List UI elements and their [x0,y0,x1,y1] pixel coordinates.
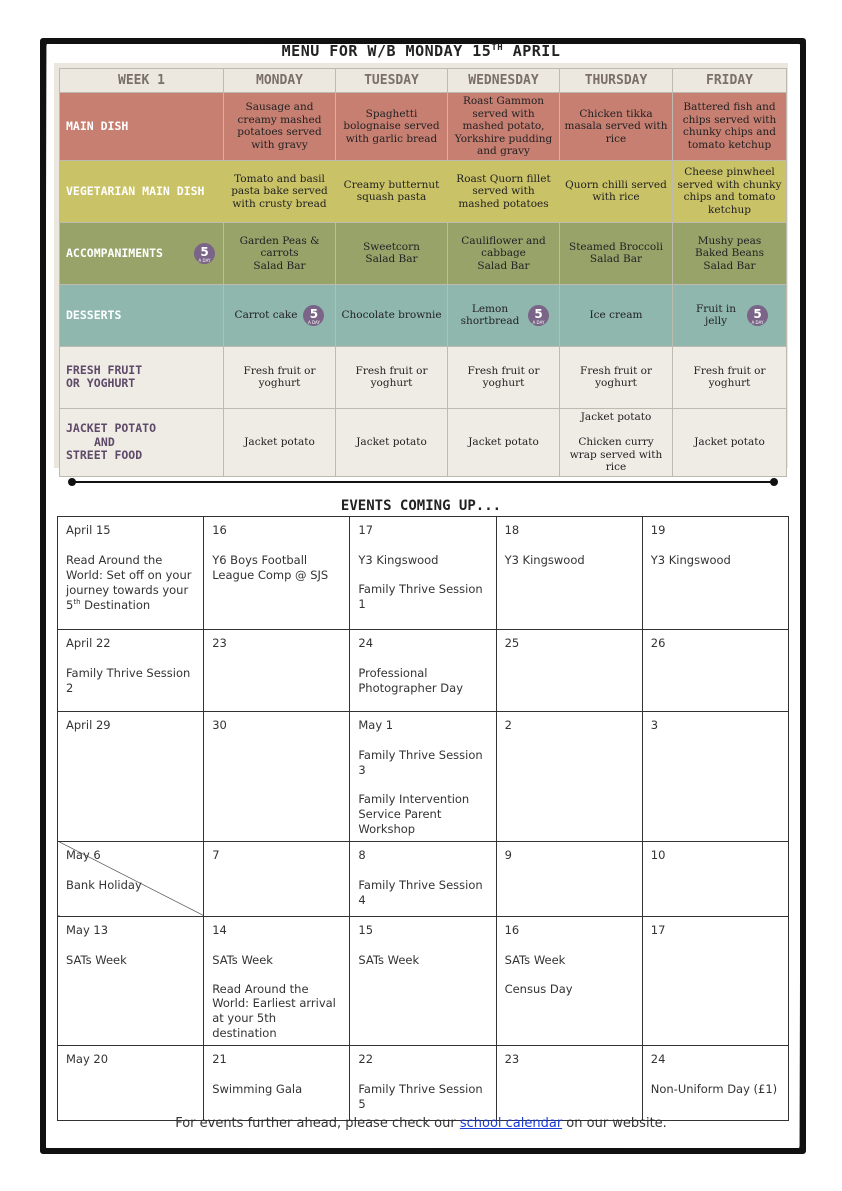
calendar-date: May 1 [358,718,394,732]
calendar-event: SATs Week [212,952,273,967]
menu-cell: Jacket potato [336,408,448,476]
calendar-day-cell [642,1046,788,1121]
calendar-day-cell [642,841,788,916]
calendar-date: 30 [212,718,227,732]
calendar-event: SATs Week [358,952,420,967]
calendar-date: April 22 [66,636,111,650]
calendar-date: April 29 [66,718,111,732]
calendar-date: 17 [650,922,666,937]
calendar-day-cell [350,712,496,842]
calendar-event: Family Thrive Session 3 [358,747,483,777]
calendar-day-cell [350,630,496,712]
menu-cell: Fresh fruit or yoghurt [336,346,448,408]
events-title: EVENTS COMING UP... [340,498,502,514]
menu-cell: Jacket potato [673,408,787,476]
calendar-date: 19 [650,523,666,537]
menu-cell: Battered fish and chips served with chunky chips and tomato ketchup [673,93,787,161]
calendar-date: 22 [358,1052,374,1067]
menu-cell: Fresh fruit or yoghurt [224,346,336,408]
menu-header-friday: FRIDAY [673,69,787,93]
menu-cell: Mushy peas Baked Beans Salad Bar [673,222,787,284]
calendar-event: Swimming Gala [212,1082,303,1097]
calendar-event: Y3 Kingswood [650,552,731,567]
menu-cell: Steamed Broccoli Salad Bar [560,222,673,284]
five-a-day-badge: 5 A DAY [747,305,768,326]
menu-row-label: MAIN DISH [60,93,224,161]
menu-row-label: ACCOMPANIMENTS 5 A DAY [60,222,224,284]
calendar-day-cell [642,916,788,1046]
menu-row-accompaniments [60,222,787,284]
menu-row-desserts [60,284,787,346]
calendar-event: SATs Week [504,952,566,967]
calendar-week-row [58,1046,789,1121]
calendar-day-cell [204,712,350,842]
menu-cell: Sweetcorn Salad Bar [336,222,448,284]
menu-cell: Jacket potato Chicken curry wrap served with rice [560,408,673,476]
menu-cell: Carrot cake 5 A DAY [224,284,336,346]
calendar-day-cell [204,841,350,916]
calendar-day-cell [204,1046,350,1121]
menu-cell: Roast Gammon served with mashed potato, Yorkshire pudding and gravy [448,93,560,161]
menu-header-tuesday: TUESDAY [336,69,448,93]
calendar-date: 23 [212,636,227,650]
calendar-day-cell [642,517,788,630]
calendar-day-cell [496,517,642,630]
menu-row-jacket-potato [60,408,787,476]
calendar-week-row [58,630,789,712]
calendar-event: Read Around the World: Set off on your journey towards your 5th Destination [66,552,192,612]
five-a-day-badge: 5 A DAY [303,305,324,326]
calendar-day-cell [350,841,496,916]
calendar-day-cell [58,841,204,916]
calendar-event: Y3 Kingswood [504,552,585,567]
calendar-event: Family Thrive Session 5 [358,1082,483,1112]
calendar-date: 16 [504,922,520,937]
menu-cell: Fresh fruit or yoghurt [673,346,787,408]
menu-cell: Garden Peas & carrots Salad Bar [224,222,336,284]
menu-cell: Creamy butternut squash pasta [336,160,448,222]
calendar-date: 24 [358,636,374,650]
calendar-day-cell [496,712,642,842]
menu-cell: Fruit in jelly 5 A DAY [673,284,787,346]
calendar-date: 25 [504,636,520,650]
menu-cell: Lemon shortbread 5 A DAY [448,284,560,346]
calendar-day-cell [58,712,204,842]
calendar-date: April 15 [66,523,111,537]
calendar-day-cell [58,517,204,630]
calendar-date: 26 [650,636,666,650]
menu-cell: Jacket potato [448,408,560,476]
calendar-week-row [58,841,789,916]
calendar-date: May 13 [66,922,109,937]
five-a-day-badge: 5 A DAY [194,243,215,264]
calendar-date: May 6 [66,847,101,862]
calendar-week-row [58,712,789,842]
calendar-day-cell [642,630,788,712]
calendar-date: 24 [650,1052,666,1067]
menu-cell: Fresh fruit or yoghurt [448,346,560,408]
calendar-date: 15 [358,922,374,937]
footer-note: For events further ahead, please check our school calendar on our website. [175,1116,667,1131]
calendar-event: Read Around the World: Earliest arrival at your 5th destination [212,981,336,1041]
calendar-event: SATs Week [66,952,127,967]
calendar-day-cell [204,517,350,630]
menu-row-label: VEGETARIAN MAIN DISH [60,160,224,222]
calendar-date: 23 [504,1052,520,1067]
menu-cell: Sausage and creamy mashed potatoes served with gravy [224,93,336,161]
calendar-event: Family Intervention Service Parent Workshop [358,791,470,836]
menu-cell: Quorn chilli served with rice [560,160,673,222]
calendar-date: 10 [650,847,666,862]
calendar-event: Y3 Kingswood [358,552,439,567]
events-calendar [57,516,789,1121]
menu-cell: Cheese pinwheel served with chunky chips and tomato ketchup [673,160,787,222]
calendar-day-cell [350,1046,496,1121]
menu-cell: Chicken tikka masala served with rice [560,93,673,161]
menu-header-thursday: THURSDAY [560,69,673,93]
menu-header-row [60,69,787,93]
calendar-week-row [58,517,789,630]
calendar-day-cell [58,630,204,712]
calendar-date: 21 [212,1052,227,1067]
calendar-event: Family Thrive Session 4 [358,877,483,907]
menu-row-fruit-yoghurt [60,346,787,408]
calendar-event: Family Thrive Session 1 [358,581,483,611]
calendar-week-row [58,916,789,1046]
menu-row-label: DESSERTS [60,284,224,346]
calendar-date: May 20 [66,1052,109,1067]
lunch-menu-table [59,68,787,477]
calendar-day-cell [204,916,350,1046]
calendar-day-cell [496,916,642,1046]
calendar-day-cell [642,712,788,842]
calendar-day-cell [350,916,496,1046]
menu-cell: Cauliflower and cabbage Salad Bar [448,222,560,284]
calendar-date: 14 [212,922,227,937]
menu-cell: Chocolate brownie [336,284,448,346]
school-calendar-link[interactable]: school calendar [459,1116,563,1131]
calendar-date: 18 [504,523,520,537]
calendar-day-cell [204,630,350,712]
menu-cell: Jacket potato [224,408,336,476]
section-divider [70,481,776,483]
calendar-date: 17 [358,523,374,537]
menu-cell: Tomato and basil pasta bake served with crusty bread [224,160,336,222]
calendar-day-cell [496,1046,642,1121]
menu-header-wednesday: WEDNESDAY [448,69,560,93]
menu-row-label: JACKET POTATO AND STREET FOOD [60,408,224,476]
menu-header-week: WEEK 1 [60,69,224,93]
calendar-day-cell [350,517,496,630]
calendar-event: Bank Holiday [66,877,142,892]
menu-cell: Roast Quorn fillet served with mashed potatoes [448,160,560,222]
calendar-day-cell [496,841,642,916]
calendar-day-cell [58,1046,204,1121]
calendar-date: 7 [212,847,220,862]
menu-cell: Ice cream [560,284,673,346]
calendar-date: 8 [358,847,366,862]
calendar-date: 16 [212,523,227,537]
calendar-event: Family Thrive Session 2 [66,665,191,695]
calendar-date: 2 [504,718,512,732]
menu-title: MENU FOR W/B MONDAY 15TH APRIL [281,42,561,60]
menu-cell: Fresh fruit or yoghurt [560,346,673,408]
calendar-date: 3 [650,718,659,732]
menu-cell: Spaghetti bolognaise served with garlic bread [336,93,448,161]
calendar-day-cell [496,630,642,712]
calendar-day-cell [58,916,204,1046]
menu-row-vegetarian [60,160,787,222]
calendar-event: Census Day [504,981,573,996]
five-a-day-badge: 5 A DAY [528,305,549,326]
calendar-date: 9 [504,847,512,862]
menu-header-monday: MONDAY [224,69,336,93]
calendar-event: Non-Uniform Day (£1) [650,1082,778,1097]
calendar-event: Professional Photographer Day [358,665,464,695]
calendar-event: Y6 Boys Football League Comp @ SJS [212,552,329,582]
menu-row-main-dish [60,93,787,161]
menu-row-label: FRESH FRUIT OR YOGHURT [60,346,224,408]
